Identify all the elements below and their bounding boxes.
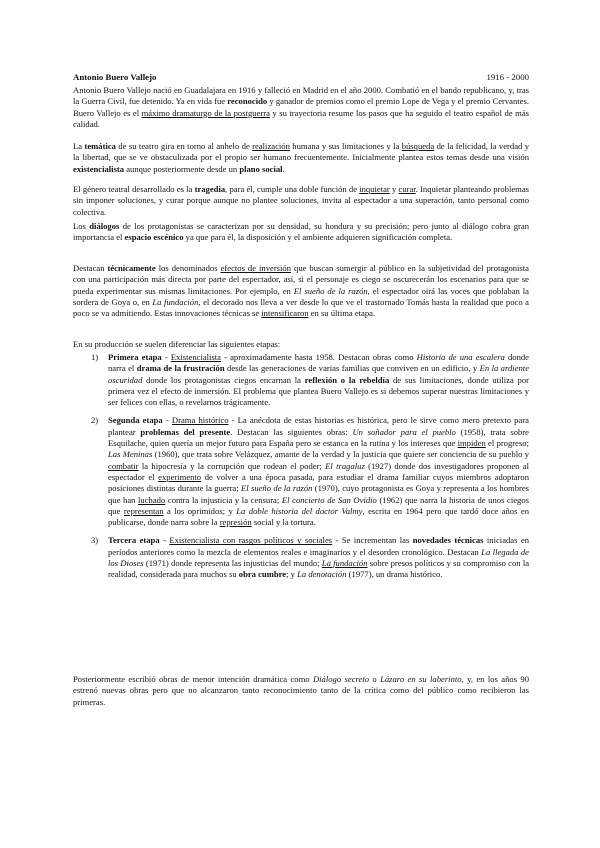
bold-term: tragedia (194, 184, 226, 194)
underlined-term: realización (252, 141, 290, 151)
text-run: Destacan (73, 263, 108, 273)
paragraph-biography (73, 85, 529, 130)
bold-term: reflexión o la rebeldía (304, 374, 390, 385)
text-run: (1927) donde dos investigadores proponen al espectador el (108, 460, 530, 482)
text-run: - Se incrementan las (332, 535, 413, 546)
work-title: La llegada de los Dioses (108, 546, 529, 569)
text-run: en su última etapa. (308, 308, 376, 319)
text-run: contra la injusticia y la censura; (165, 494, 282, 505)
text-run: y (389, 184, 399, 194)
underlined-term: La fundación (321, 558, 368, 569)
text-run: y ganador de premios como el premio Lope de Vega y el premio Cervantes. Buero Vallejo es el (73, 96, 529, 118)
work-title: Las Meninas (108, 449, 153, 460)
paragraph-genero (73, 184, 529, 218)
text-run: social y la tortura. (251, 517, 316, 528)
bold-term: temática (84, 141, 116, 151)
paragraph-dialogos (73, 221, 529, 244)
stage-text (108, 535, 529, 579)
underlined-term: máximo dramaturgo de la postguerra (141, 107, 270, 118)
text-run: La (73, 141, 85, 151)
document-title: Antonio Buero Vallejo (73, 72, 157, 82)
underlined-term: Existencialista (170, 352, 221, 362)
bold-term: técnicamente (107, 263, 156, 273)
stage-number: 3) (91, 535, 99, 546)
text-run: (1960), que trata sobre Velázquez, amante de la verdad y la justicia que quiere ser conciencia de su pueblo y (152, 449, 529, 460)
bold-term: Segunda etapa (108, 415, 163, 426)
underlined-term: inquietar (359, 184, 390, 194)
stage-item-2 (73, 415, 529, 528)
text-run: donde los protagonistas ciegos encarnan la (142, 374, 305, 385)
text-run: , escrita en 1964 pero que tardó doce años en publicarse, donde narra sobre la (108, 505, 530, 528)
text-run: ya que para él, la disposición y el ambiente adquieren significación completa. (183, 232, 453, 243)
bold-term: obra cumbre (238, 569, 287, 580)
text-run: Los (73, 221, 90, 231)
underlined-term: búsqueda (401, 141, 435, 151)
text-run: que buscan sumergir al público en la subjetividad del protagonista con una participación más directa por parte del espectador, así, si el personaje es ciego se oscurecerán los escenarios para que se pueda experimentar sus mismas limitaciones. Por ejemplo, en (73, 263, 529, 296)
text-run: Posteriormente escribió obras de menor intención dramática como (73, 674, 313, 684)
work-title: La doble historia del doctor Valmy (236, 505, 363, 516)
paragraph-tematica (73, 141, 529, 175)
document-header (73, 72, 529, 84)
text-run: de los protagonistas se caracterizan por su densidad, su hondura y su precisión; pero junto al diálogo cobra gran importancia el (73, 221, 529, 243)
work-title: La fundación (152, 296, 199, 307)
text-run: . (282, 163, 285, 174)
bold-term: problemas del presente (140, 426, 231, 437)
text-run: iniciadas en períodos anteriores como la mezcla de elementos reales e imaginarios y el desorden cronológico. Destacan (108, 535, 529, 557)
underlined-term: curar (398, 184, 416, 194)
underlined-term: efectos de inversión (220, 263, 292, 273)
bold-term: existencialista (73, 163, 125, 174)
bold-term: plano social (239, 163, 283, 174)
text-run: (1962) que narra la historia de unos ciegos que (108, 494, 529, 516)
stages-list (73, 352, 529, 581)
underlined-term: luchado (138, 494, 166, 505)
text-run: el progreso; (485, 438, 529, 449)
text-run: aunque posteriormente desde un (124, 163, 240, 174)
work-title: Lázaro en su laberinto (380, 674, 462, 684)
text-run: - aproximadamente hasta 1958. Destacan obras como (220, 352, 417, 362)
text-run: - (159, 535, 170, 546)
text-run: y su trayectoria resume los pasos que ha seguido el teatro español de más calidad. (73, 107, 529, 129)
text-run: , el decorado nos lleva a ver desde lo que ve el trastornado Tomás hasta la realidad que poco a poco se va admitiendo. Estas innovaciones técnicas se (73, 296, 529, 319)
text-run: los denominados (155, 263, 221, 273)
text-run: de sus limitaciones, donde utiliza por primera vez el efecto de inmersión. El problema que plantea Buero Vallejo es si debemos superar nuestras limitaciones y ser felices con ellas, o revelarnos trágicamente. (108, 374, 530, 408)
underlined-term: representan (123, 505, 164, 516)
text-run: El género teatral desarrollado es la (73, 184, 195, 194)
bold-term: novedades técnicas (412, 535, 484, 546)
bold-term: diálogos (89, 221, 120, 231)
work-title: El sueño de la razón (240, 483, 313, 494)
stage-text (108, 352, 529, 407)
work-title: Diálogo secreto (312, 674, 370, 684)
text-run: , para él, cumple una doble función de (225, 184, 360, 194)
text-run: , el espectador oirá las voces que poblaban la sordera de Goya o, en (73, 285, 529, 307)
bold-term: Primera etapa (108, 352, 162, 362)
text-run: - La anécdota de estas historias es histórica, pero le sirve como mero pretexto para plantear (108, 415, 529, 437)
text-run: humana y sus limitaciones y la (289, 141, 402, 151)
stage-item-1 (73, 352, 529, 408)
text-run: de la felicidad, la verdad y la libertad, que se ve obstaculizada por el propio ser humano frecuentemente. Inicialmente plantea estos temas desde una visión (73, 141, 530, 163)
text-run: (1971) donde representa las injusticias del mundo; (143, 558, 322, 569)
text-run: a los oprimidos; y (163, 505, 237, 516)
underlined-term: experimento (158, 471, 202, 482)
underlined-term: intensificaron (261, 308, 309, 319)
work-title: El sueño de la razón (293, 285, 368, 296)
text-run: donde narra el (108, 352, 529, 374)
underlined-term: represión (219, 517, 252, 528)
bold-term: drama de la frustración (136, 363, 225, 374)
work-title: Historia de una escalera (416, 352, 505, 362)
text-run: ; y (286, 569, 298, 580)
work-title: El concierto de San Ovidio (281, 494, 377, 505)
text-run: . Destacan las siguientes obras: (230, 426, 353, 437)
text-run: desde las generaciones de varias familias que conviven en un edificio, y (224, 363, 480, 374)
work-title: El tragaluz (325, 460, 365, 471)
bold-term: Tercera etapa (108, 535, 160, 546)
text-run: En su producción se suelen diferenciar las siguientes etapas: (73, 339, 281, 349)
work-title: La denotación (297, 569, 347, 580)
text-run: - (161, 352, 171, 362)
text-run: Antonio Buero Vallejo nació en Guadalajara en 1916 y falleció en Madrid en el año 2000. Combatió en el bando republicano, y, tras la Guerra Civil, fue detenido. Ya en vida fue (73, 85, 529, 107)
text-run: de volver a una época pasada, para estudiar el drama familiar cuyos miembros adoptaron posiciones distintas durante la guerra; (108, 471, 529, 494)
paragraph-closing (73, 674, 529, 708)
bold-term: reconocido (227, 96, 268, 107)
work-title: Un soñador para el pueblo (352, 426, 456, 437)
paragraph-etapas-intro (73, 339, 529, 350)
underlined-term: Existencialista con rasgos políticos y sociales (169, 535, 333, 546)
text-run: (1977), un drama histórico. (346, 569, 443, 580)
underlined-term: Drama histórico (171, 415, 229, 426)
stage-number: 2) (91, 415, 99, 426)
text-run: - (162, 415, 172, 426)
text-run: de su teatro gira en torno al anhelo de (115, 141, 253, 151)
underlined-term: impiden (457, 438, 486, 449)
text-run: (1958), trata sobre Esquilache, quien quería un mejor futuro para España pero se estanca en la rutina y los intereses que (108, 426, 529, 449)
author-dates: 1916 - 2000 (486, 72, 529, 82)
stage-item-3 (73, 535, 529, 580)
bold-term: espacio escénico (124, 232, 184, 243)
text-run: sobre presos políticos y su compromiso con la realidad, considerada para muchos su (108, 558, 530, 580)
work-title: En la ardiente oscuridad (108, 363, 530, 385)
text-run: la hipocresía y la corrupción que rodean el poder; (138, 460, 326, 471)
text-run: o (369, 674, 381, 684)
text-run: . Inquietar planteando problemas sin imponer soluciones, y curar porque aunque no plantee soluciones, invita al espectador a una superación, tanto personal como colectiva. (73, 184, 529, 217)
paragraph-tecnica (73, 263, 529, 319)
stage-number: 1) (91, 352, 99, 362)
text-run: , y, en los años 90 estrenó nuevas obras pero que no alcanzaron tanto reconocimiento tanto de la crítica como del público como recibieron las primeras. (73, 674, 530, 707)
stage-text (108, 415, 529, 527)
underlined-term: combatir (108, 460, 139, 471)
text-run: (1970), cuyo protagonista es Goya y representa a los hombres que han (108, 483, 530, 505)
